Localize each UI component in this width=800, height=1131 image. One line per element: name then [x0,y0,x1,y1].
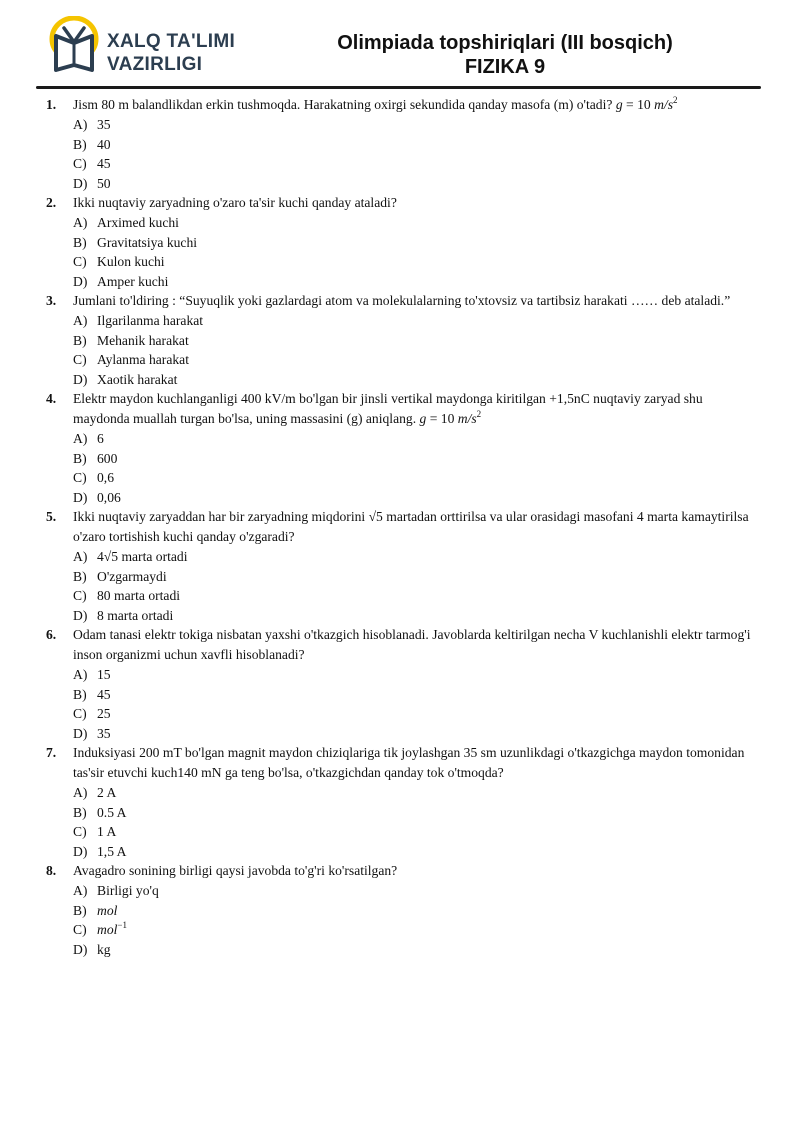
question-number: 6. [46,627,57,642]
answer-options [73,311,758,389]
option-text: Xaotik harakat [97,371,178,387]
option-text: 25 [97,706,111,721]
answer-option [73,586,758,606]
option-letter: B) [73,568,87,584]
option-text: O'zgarmaydi [97,568,167,584]
option-text: 6 [97,431,104,446]
option-letter: C) [73,824,87,839]
option-letter: D) [73,725,88,741]
formula-variable: g [419,411,427,426]
question-3 [46,291,758,389]
question-number: 3. [46,293,57,308]
question-text [73,861,758,881]
answer-option [73,331,758,351]
question-4 [46,389,758,507]
question-row [46,389,758,429]
option-letter: D) [73,371,88,387]
document-title: Olimpiada topshiriqlari (III bosqich) [337,32,673,54]
question-number: 1. [46,97,57,112]
option-text: 600 [97,450,118,466]
option-letter: B) [73,332,87,348]
answer-option [73,940,758,960]
logo-line-1: XALQ TA'LIMI [107,31,236,52]
option-letter: C) [73,156,87,171]
option-text: 1,5 A [97,843,127,859]
answer-option [73,135,758,155]
formula-exponent: 2 [672,95,678,105]
document-subtitle: FIZIKA 9 [464,56,546,78]
option-letter: D) [73,175,88,191]
option-letter: D) [73,273,88,289]
formula-equals: = 10 [622,97,655,112]
question-number: 4. [46,391,57,406]
answer-option [73,920,758,940]
option-letter: D) [73,843,88,859]
answer-option [73,429,758,449]
answer-option [73,822,758,842]
question-number: 8. [46,863,57,878]
answer-options [73,429,758,507]
option-text: 80 marta ortadi [97,588,181,603]
formula-variable: g [615,97,623,112]
question-text-body: Jumlani to'ldiring : “Suyuqlik yoki gazlardagi atom va molekulalarning to'xtovsiz va tartibsiz harakati …… deb ataladi.” [73,293,731,308]
option-text: kg [97,941,111,957]
question-row [46,861,758,881]
question-text [73,291,758,311]
answer-option [73,547,758,567]
option-letter: C) [73,922,87,937]
option-letter: C) [73,254,87,269]
option-text: 4√5 marta ortadi [97,549,188,564]
option-letter: C) [73,470,87,485]
question-row [46,743,758,783]
question-text-body: Induksiyasi 200 mT bo'lgan magnit maydon chiziqlariga tik joylashgan 35 sm uzunlikdagi o'tkazgichga maydon tomonidan tas'sir etuvchi kuch140 mN ga teng bo'lsa, o'tkazgichdan qanday tok o'tmoqda? [73,745,745,780]
answer-option [73,901,758,921]
answer-option [73,803,758,823]
answer-options [73,547,758,625]
option-letter: A) [73,785,88,800]
question-text [73,507,758,547]
option-text: 2 A [97,785,117,800]
answer-option [73,154,758,174]
option-text: 0.5 A [97,804,127,820]
answer-options [73,881,758,959]
question-row [46,193,758,213]
logo-line-2: VAZIRLIGI [107,54,203,75]
question-row [46,291,758,311]
option-letter: B) [73,804,87,820]
question-list [46,95,758,959]
question-1 [46,95,758,193]
answer-option [73,881,758,901]
option-text: Gravitatsiya kuchi [97,234,198,250]
answer-option [73,842,758,862]
option-text: 0,6 [97,470,114,485]
answer-option [73,311,758,331]
gravity-formula [616,97,678,112]
question-text-start: Ikki nuqtaviy zaryaddan har bir zaryadning miqdorini [73,509,369,524]
option-text: Aylanma harakat [97,352,189,367]
option-text: 40 [97,136,111,152]
formula-exponent: 2 [476,409,482,419]
ministry-logo-text [107,30,235,76]
question-text [73,193,758,213]
question-number: 2. [46,195,57,210]
answer-options [73,213,758,291]
question-text [73,95,758,115]
question-number: 5. [46,509,57,524]
option-letter: A) [73,549,88,564]
answer-option [73,468,758,488]
option-text: 1 A [97,824,117,839]
option-letter: B) [73,136,87,152]
formula-equals: = 10 [426,411,458,426]
answer-option [73,233,758,253]
answer-option [73,567,758,587]
answer-option [73,606,758,626]
option-text: 45 [97,686,111,702]
page-header [44,16,756,82]
header-divider [36,86,761,89]
question-5 [46,507,758,625]
option-letter: D) [73,941,88,957]
answer-options [73,783,758,861]
option-text: 35 [97,117,111,132]
answer-option [73,685,758,705]
question-text-body: Avagadro sonining birligi qaysi javobda to'g'ri ko'rsatilgan? [73,863,398,878]
question-text-end: martadan orttirilsa va ular orasidagi masofani 4 marta kamaytirilsa o'zaro tortishish kuchi qanday o'zgaradi? [73,509,749,544]
question-number: 7. [46,745,57,760]
question-text [73,743,758,783]
answer-option [73,488,758,508]
option-text: Kulon kuchi [97,254,165,269]
option-exponent: −1 [117,920,127,930]
option-letter: A) [73,883,88,898]
option-text: 15 [97,667,111,682]
option-text: 8 marta ortadi [97,607,174,623]
question-text-body: Odam tanasi elektr tokiga nisbatan yaxshi o'tkazgich hisoblanadi. Javoblarda keltirilgan necha V kuchlanishli elektr tarmog'i inson organizmi uchun xavfli hisoblanadi? [73,627,751,662]
option-letter: A) [73,431,88,446]
option-text: 0,06 [97,489,121,505]
option-text: 45 [97,156,111,171]
option-letter: A) [73,215,88,230]
answer-option [73,174,758,194]
book-emblem-icon [48,16,100,76]
formula-unit: m/s [457,411,477,426]
answer-option [73,350,758,370]
option-letter: A) [73,117,88,132]
document-titles [284,31,726,79]
question-row [46,95,758,115]
option-text: Arximed kuchi [97,215,179,230]
option-text: Amper kuchi [97,273,169,289]
answer-options [73,115,758,193]
question-text-body: Jism 80 m balandlikdan erkin tushmoqda. Harakatning oxirgi sekundida qanday masofa (m) o'tadi? [73,97,613,112]
option-letter: C) [73,352,87,367]
question-8 [46,861,758,959]
option-text: Birligi yo'q [97,883,159,898]
option-letter: A) [73,667,88,682]
question-text-body: Elektr maydon kuchlanganligi 400 kV/m bo'lgan bir jinsli vertikal maydonga kiritilgan +1,5nC nuqtaviy zaryad shu maydonda muallah turgan bo'lsa, uning massasini (g) aniqlang. [73,391,703,426]
option-text: mol [97,922,118,937]
answer-option [73,704,758,724]
option-text: mol [97,902,118,918]
option-letter: B) [73,902,87,918]
option-letter: D) [73,607,88,623]
question-row [46,507,758,547]
option-text: 50 [97,175,111,191]
question-6 [46,625,758,743]
answer-option [73,724,758,744]
option-text: Mehanik harakat [97,332,189,348]
gravity-formula [420,411,482,426]
option-letter: C) [73,588,87,603]
answer-option [73,449,758,469]
answer-option [73,115,758,135]
question-text [73,625,758,665]
question-text-body: Ikki nuqtaviy zaryadning o'zaro ta'sir kuchi qanday ataladi? [73,195,397,210]
answer-option [73,252,758,272]
question-row [46,625,758,665]
option-text: 35 [97,725,111,741]
option-letter: D) [73,489,88,505]
option-text: Ilgarilanma harakat [97,313,204,328]
question-text [73,389,758,429]
option-letter: B) [73,234,87,250]
answer-option [73,272,758,292]
answer-option [73,370,758,390]
option-letter: B) [73,686,87,702]
option-letter: A) [73,313,88,328]
question-2 [46,193,758,291]
question-7 [46,743,758,861]
option-letter: C) [73,706,87,721]
square-root: √5 [368,509,383,524]
formula-unit: m/s [654,97,673,112]
answer-option [73,213,758,233]
answer-option [73,783,758,803]
answer-options [73,665,758,743]
answer-option [73,665,758,685]
option-letter: B) [73,450,87,466]
